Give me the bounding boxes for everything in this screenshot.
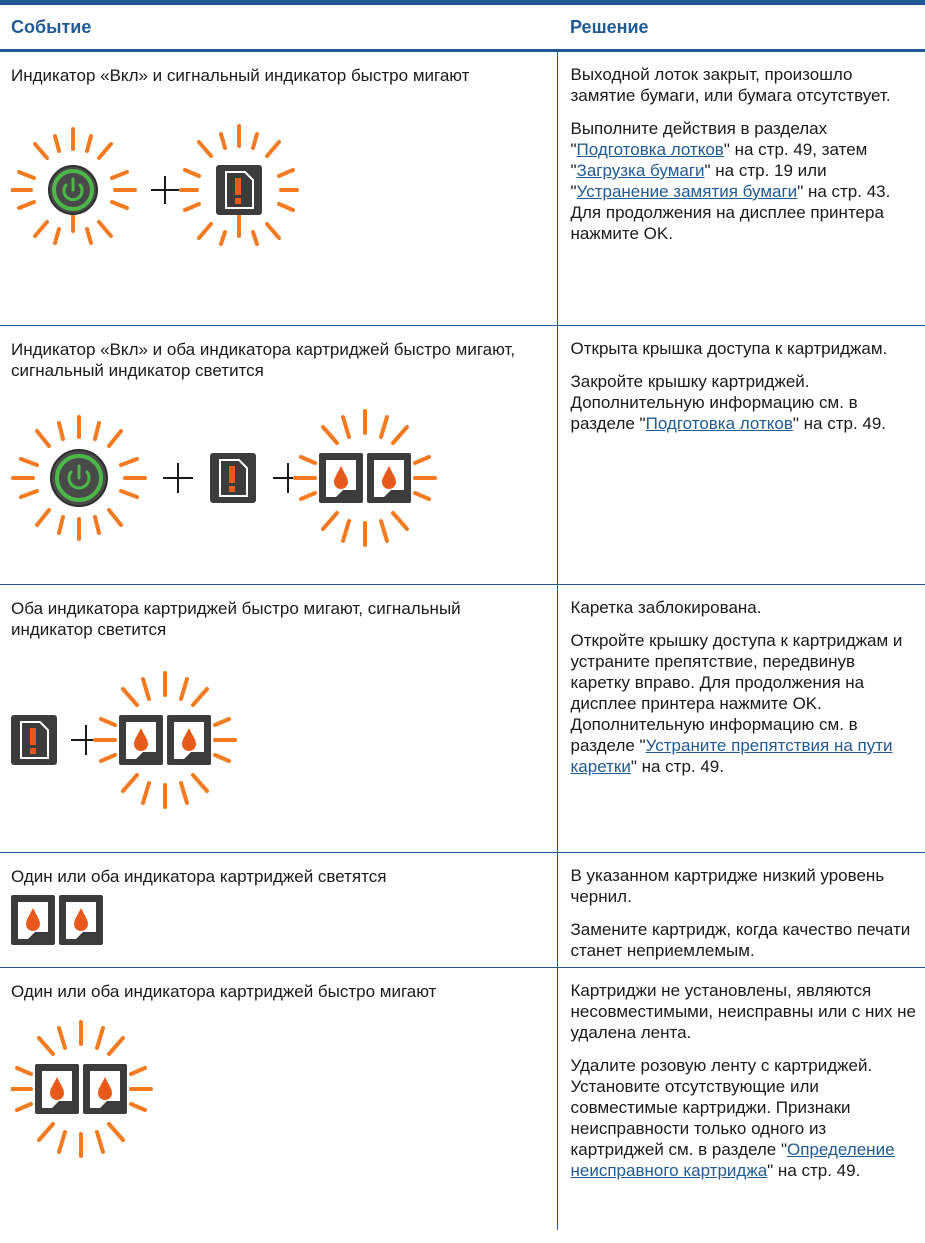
link-load-paper[interactable]: Загрузка бумаги [576, 161, 705, 180]
table-header-row [0, 3, 925, 51]
event-cell [0, 585, 557, 853]
cartridge-lights-on-icon [11, 895, 103, 945]
attention-light-on-icon [210, 453, 256, 503]
solution-text: Выходной лоток закрыт, произошло замятие бумаги, или бумага отсутствует. [570, 65, 891, 105]
solution-text: Откройте крышку доступа к картриджам и устраните препятствие, передвинув каретку вправо. Для продолжения на дисплее принтера нажмите OK. Дополнительную информацию см. в разделе "Устраните препятствия на пути каретки" на стр. 49. [570, 631, 903, 776]
plus-icon [151, 176, 179, 204]
power-light-flashing-icon [13, 417, 145, 539]
cartridge-lights-flashing-icon [95, 673, 235, 807]
table-row [0, 51, 925, 326]
cartridge-lights-flashing-icon [295, 411, 435, 545]
event-text: Один или оба индикатора картриджей светятся [11, 867, 387, 886]
event-cell [0, 853, 557, 968]
solution-cell [557, 326, 925, 585]
power-light-flashing-icon [11, 129, 135, 243]
event-cell [0, 968, 557, 1230]
table-row [0, 853, 925, 968]
solution-text: В указанном картридже низкий уровень чернил. [570, 866, 885, 906]
cartridge-lights-flashing-icon [11, 1022, 151, 1156]
table-row [0, 326, 925, 585]
event-text: Индикатор «Вкл» и сигнальный индикатор быстро мигают [11, 66, 470, 85]
indicator-illustration [11, 1002, 311, 1177]
indicator-illustration [11, 887, 211, 949]
indicator-illustration [11, 640, 551, 825]
solution-text: Закройте крышку картриджей. Дополнительную информацию см. в разделе "Подготовка лотков" на стр. 49. [570, 372, 887, 433]
event-text: Один или оба индикатора картриджей быстро мигают [11, 982, 437, 1001]
solution-cell [557, 585, 925, 853]
indicator-illustration [11, 86, 551, 246]
table-row [0, 585, 925, 853]
solution-text: Выполните действия в разделах "Подготовка лотков" на стр. 49, затем "Загрузка бумаги" на стр. 19 или "Устранение замятия бумаги" на стр. 43. Для продолжения на дисплее принтера нажмите OK. [570, 119, 891, 243]
solution-cell [557, 853, 925, 968]
solution-cell [557, 968, 925, 1230]
event-cell [0, 326, 557, 585]
link-tray-prep[interactable]: Подготовка лотков [576, 140, 724, 159]
header-solution: Решение [570, 16, 649, 37]
event-cell [0, 51, 557, 326]
link-clear-jam[interactable]: Устранение замятия бумаги [576, 182, 798, 201]
attention-light-flashing-icon [181, 126, 297, 244]
table-row [0, 968, 925, 1230]
solution-text: Каретка заблокирована. [570, 598, 762, 617]
solution-text: Удалите розовую ленту с картриджей. Установите отсутствующие или совместимые картриджи. Признаки неисправности только одного из картриджей см. в разделе "Определение неисправного картриджа" на стр. 49. [570, 1056, 895, 1180]
solution-text: Открыта крышка доступа к картриджам. [570, 339, 888, 358]
attention-light-on-icon [11, 715, 57, 765]
indicator-illustration [11, 381, 551, 561]
solution-text: Картриджи не установлены, являются несовместимыми, неисправны или с них не удалена лента. [570, 981, 916, 1042]
event-text: Индикатор «Вкл» и оба индикатора картриджей быстро мигают, сигнальный индикатор светится [11, 340, 516, 380]
event-text: Оба индикатора картриджей быстро мигают, сигнальный индикатор светится [11, 599, 461, 639]
plus-icon [163, 463, 193, 493]
header-event: Событие [11, 16, 92, 37]
solution-cell [557, 51, 925, 326]
solution-text: Замените картридж, когда качество печати станет неприемлемым. [570, 920, 911, 960]
link-tray-prep[interactable]: Подготовка лотков [645, 414, 793, 433]
link-faulty-cartridge[interactable]: Определение неисправного картриджа [570, 1140, 895, 1180]
link-carriage-path[interactable]: Устраните препятствия на пути каретки [570, 736, 893, 776]
